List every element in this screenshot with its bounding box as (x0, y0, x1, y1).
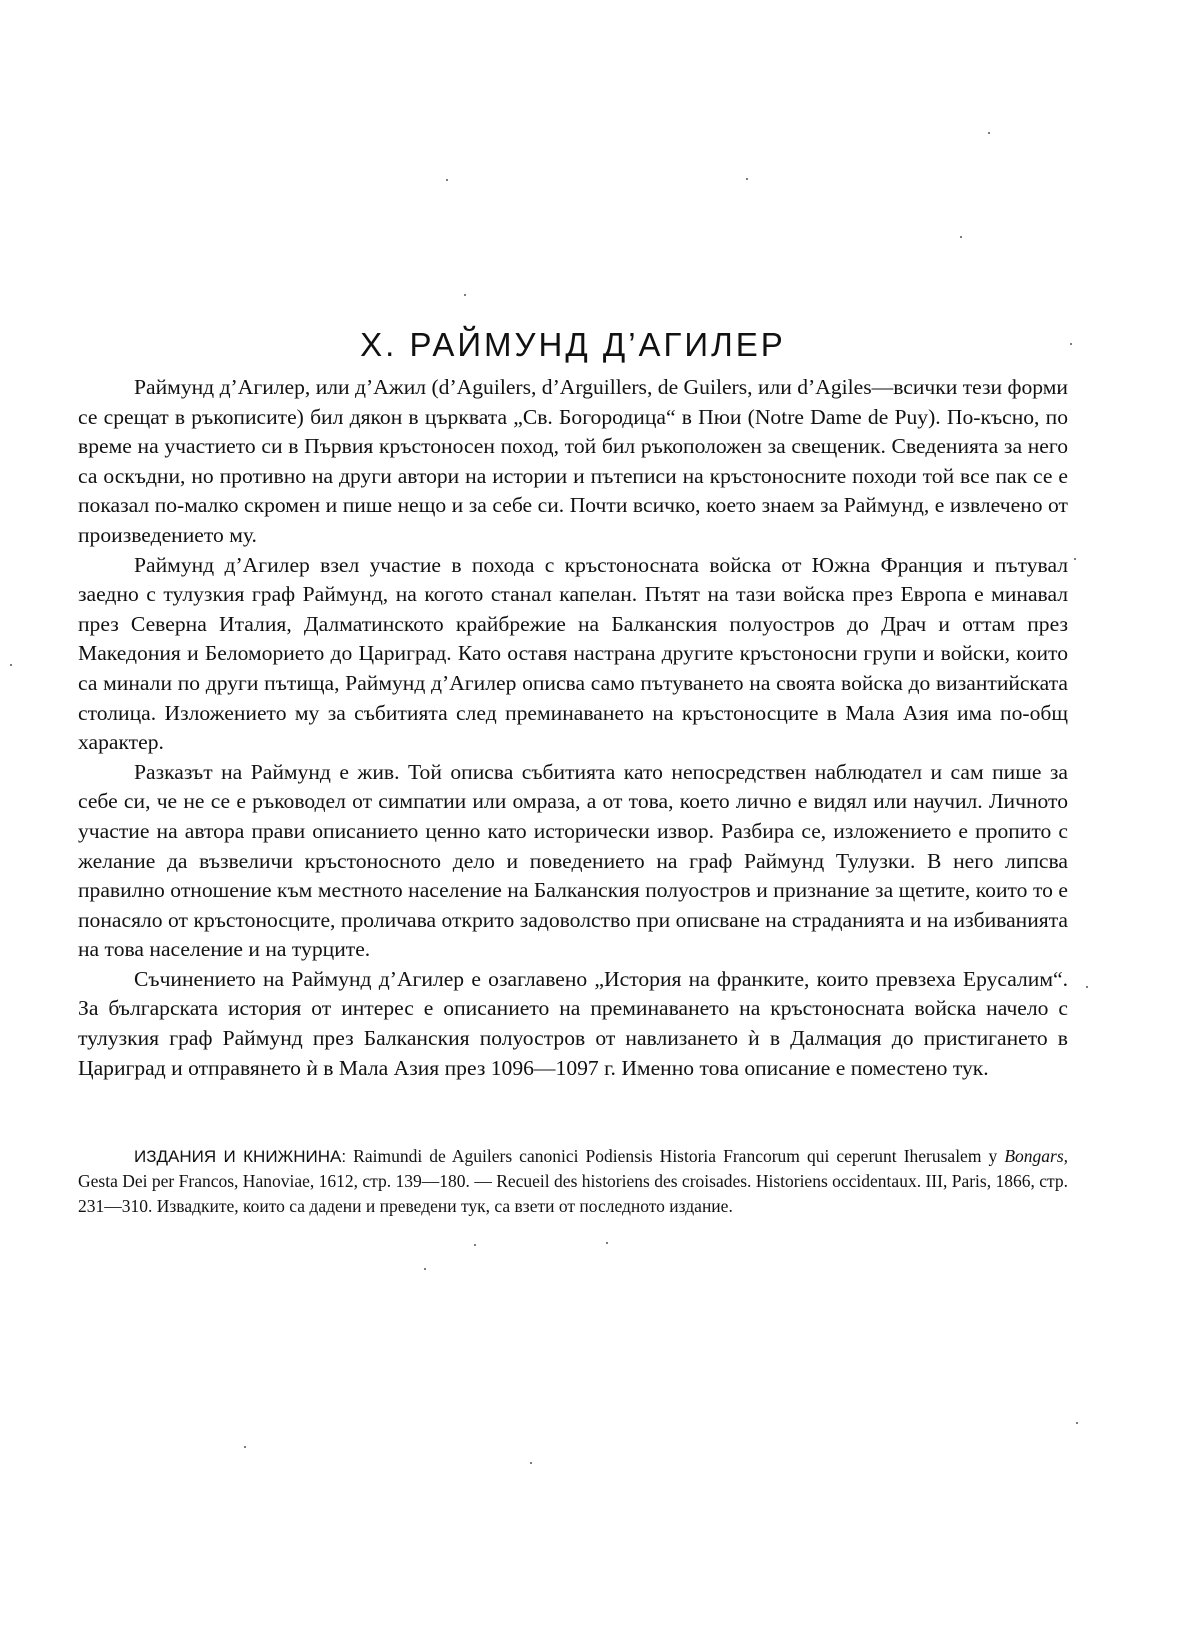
scan-speck (530, 1462, 532, 1464)
paragraph-2: Раймунд д’Агилер взел участие в похода с кръстоносната войска от Южна Франция и пътувал заедно с тулузкия граф Раймунд, на когото станал капелан. Пътят на тази войска през Европа е минавал през Северна Италия, Далматинското крайбрежие на Балканския полуостров до Драч и оттам през Македония и Беломорието до Цариград. Като оставя настрана другите кръстоносни групи и войски, които са минали по други пътища, Раймунд д’Агилер описва само пътуването на своята войска до византийската столица. Изложението му за събитията след преминаването на кръстоносците в Мала Азия има по-общ характер. (78, 552, 1068, 755)
scan-speck (1076, 1422, 1078, 1424)
paragraph-1: Раймунд д’Агилер, или д’Ажил (d’Aguilers, d’Arguillers, de Guilers, или d’Agiles—всички тези форми се срещат в ръкописите) бил дякон в църквата „Св. Богородица“ в Пюи (Notre Dame de Puy). По-късно, по време на участието си в Първия кръстоносен поход, той бил ръкоположен за свещеник. Сведенията за него са оскъдни, но противно на други автори на истории и пътеписи на кръстоносните походи той все пак се е показал по-малко скромен и пише нещо и за себе си. Почти всичко, което знаем за Раймунд, е извлечено от произведението му. (78, 375, 1068, 547)
scan-speck (988, 132, 990, 134)
scan-speck (1070, 343, 1072, 345)
paragraph-3: Разказът на Раймунд е жив. Той описва събитията като непосредствен наблюдател и сам пише за себе си, че не се е ръководел от симпатии или омраза, а от това, което лично е видял или научил. Личното участие на автора прави описанието ценно като исторически извор. Разбира се, изложението е пропито с желание да възвеличи кръстоносното дело и поведението на граф Раймунд Тулузки. В него липсва правилно отношение към местното население на Балканския полуостров и признание за щетите, които то е понасяло от кръстоносците, проличава открито задоволство при описване на страданията и на избиванията на това население и на турците. (78, 759, 1068, 962)
bibliography-note (78, 1144, 1068, 1219)
chapter-title: X. РАЙМУНД Д’АГИЛЕР (360, 326, 786, 363)
bibliography-label: ИЗДАНИЯ И КНИЖНИНА: (134, 1147, 347, 1166)
scan-speck (606, 1242, 608, 1244)
scan-speck (424, 1268, 426, 1270)
paragraph-4: Съчинението на Раймунд д’Агилер е озаглавено „История на франките, които превзеха Ерусалим“. За българската история от интерес е описанието на преминаването на кръстоносната войска начело с тулузкия граф Раймунд през Балканския полуостров от навлизането ѝ в Далмация до пристигането в Цариград и отправянето ѝ в Мала Азия през 1096—1097 г. Именно това описание е поместено тук. (78, 966, 1068, 1080)
chapter-body (78, 373, 1068, 1083)
scan-speck (244, 1446, 246, 1448)
scan-speck (746, 178, 748, 180)
scan-speck (474, 1244, 476, 1246)
bibliography-italic-title: Bongars, (1004, 1146, 1068, 1166)
scan-speck (10, 664, 12, 666)
bibliography-text-before: Raimundi de Aguilers canonici Podiensis Historia Francorum qui ceperunt Iherusalem у (353, 1146, 998, 1166)
scan-speck (446, 179, 448, 181)
scan-speck (960, 236, 962, 238)
scan-speck (1074, 558, 1076, 560)
scan-speck (1086, 986, 1088, 988)
document-page (78, 0, 1068, 1638)
scan-speck (464, 294, 466, 296)
bibliography-text-after: Gesta Dei per Francos, Hanoviae, 1612, стр. 139—180. — Recueil des historiens des croisades. Historiens occidentaux. III, Paris, 1866, стр. 231—310. Извадките, които са дадени и преведени тук, са взети от последното издание. (78, 1171, 1068, 1216)
